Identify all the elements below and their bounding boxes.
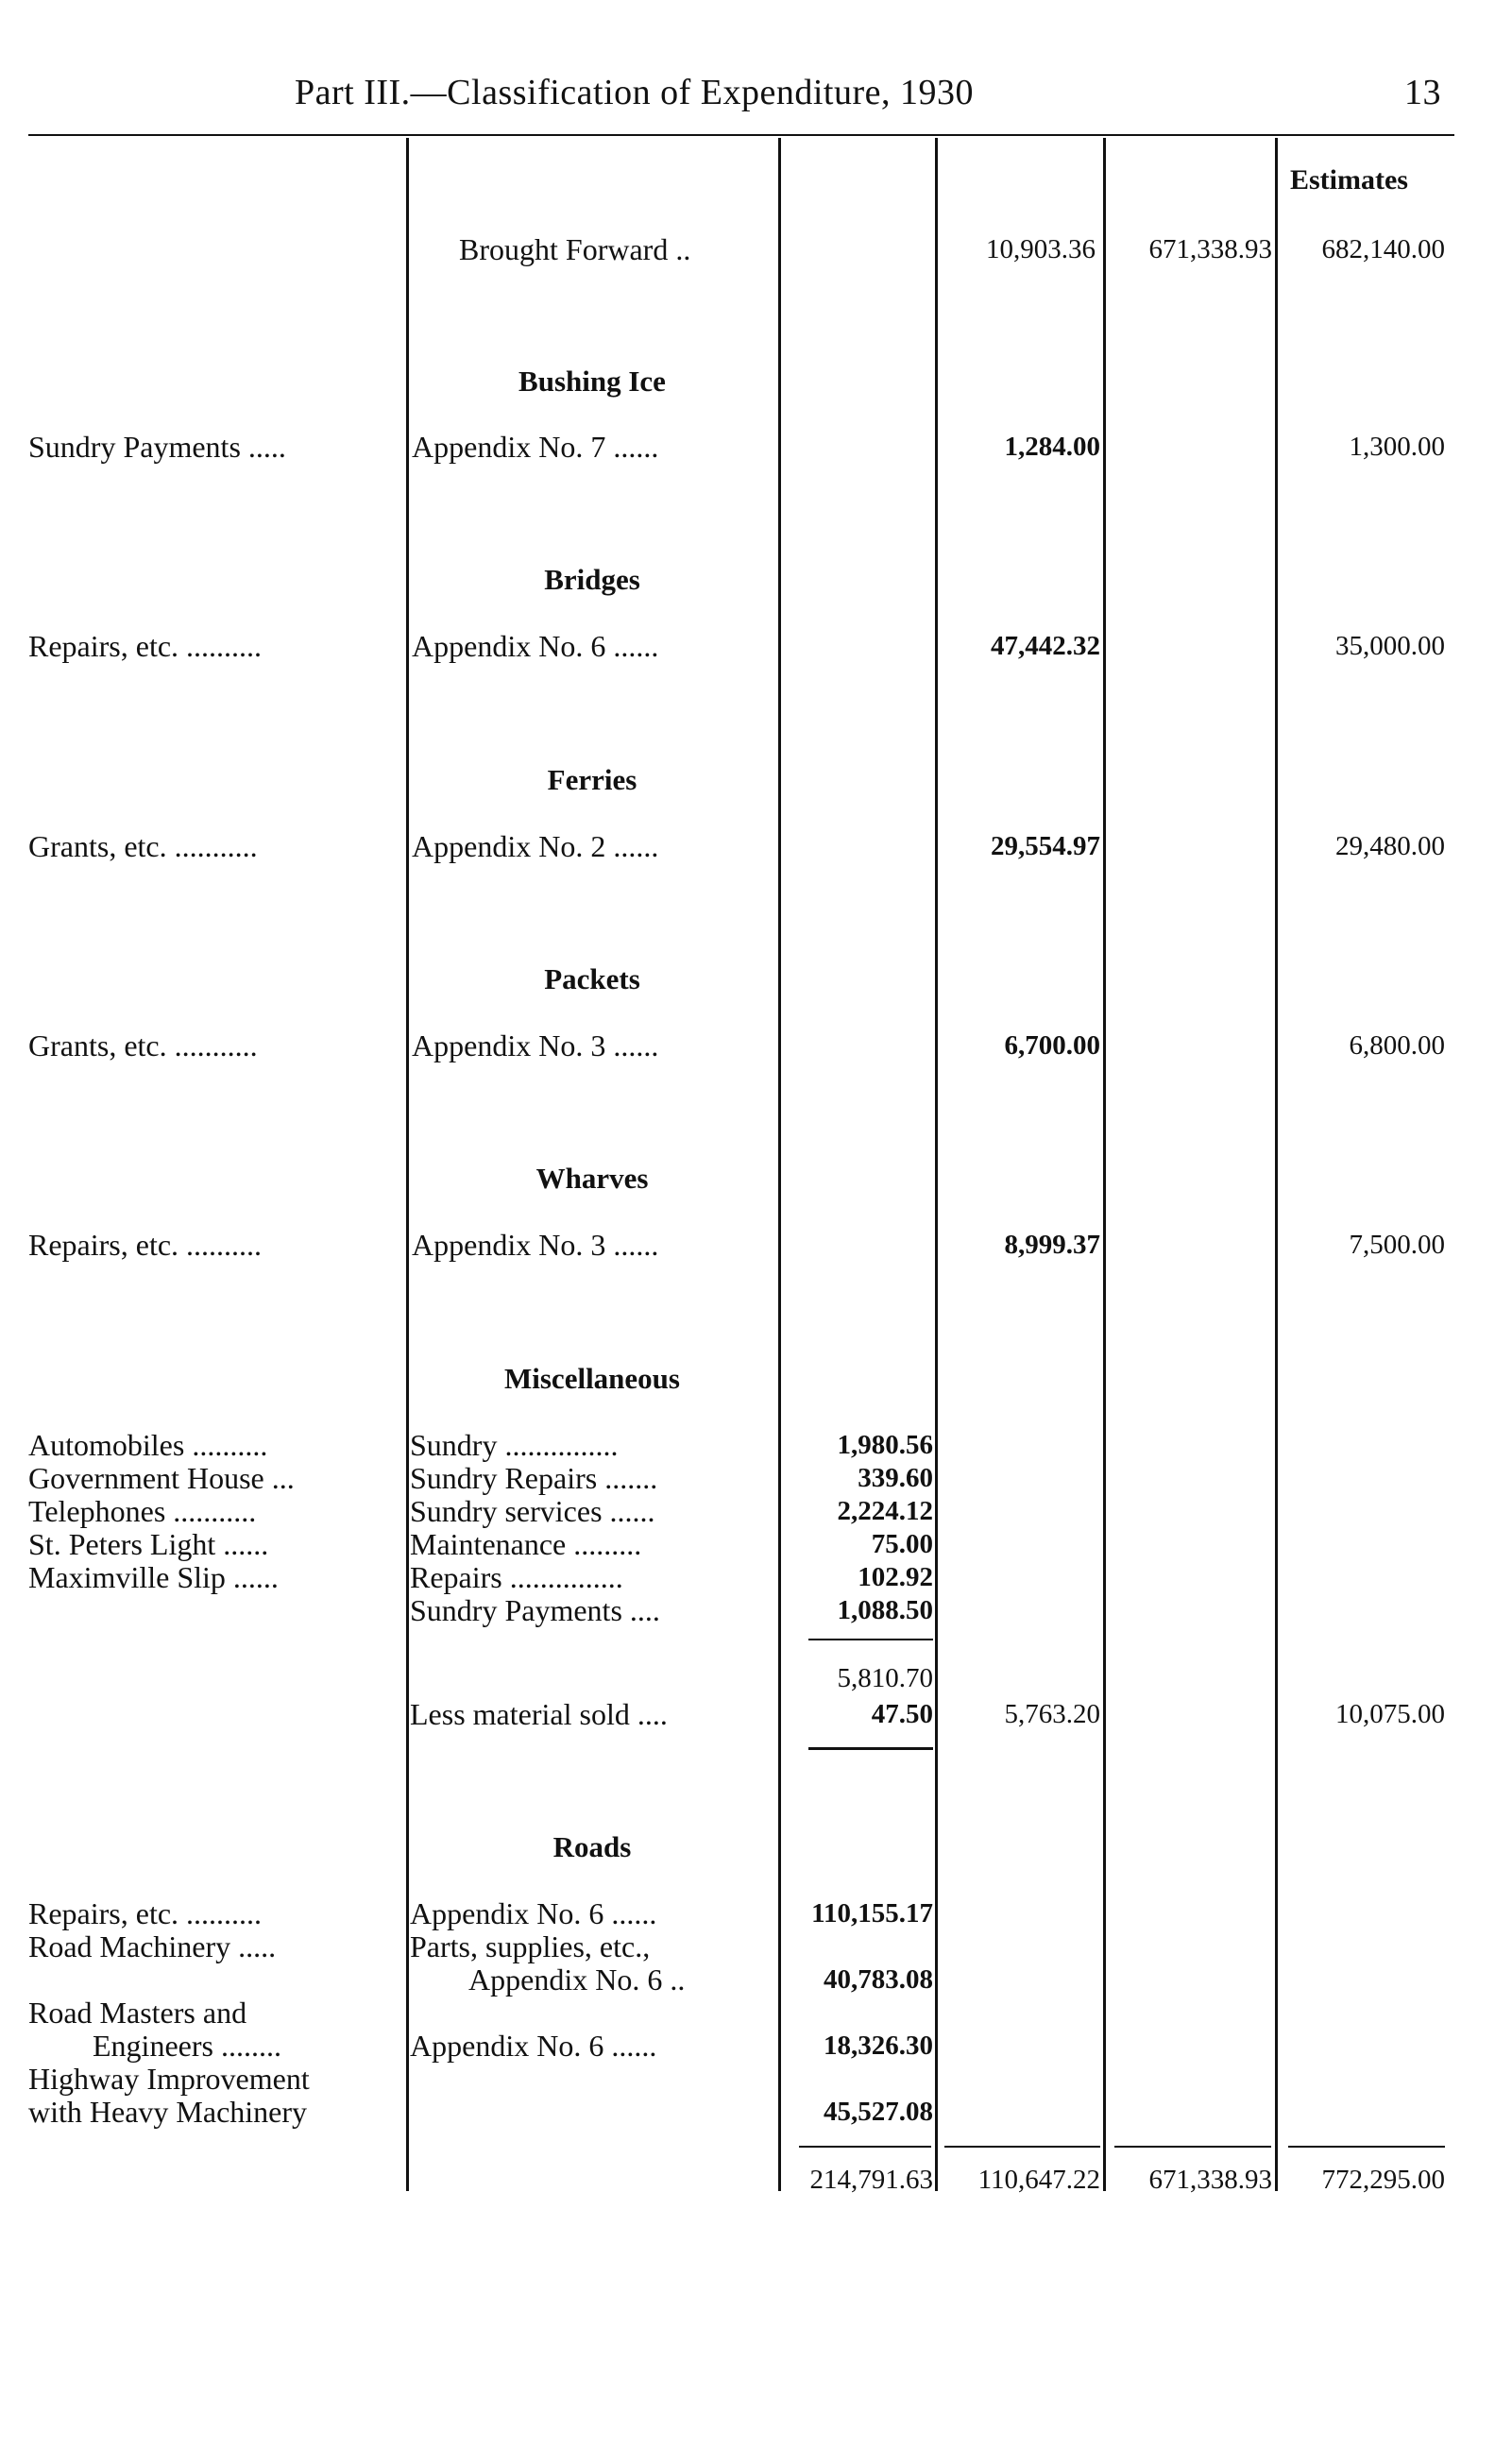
misc-row-col2: 1,088.50	[837, 1595, 933, 1625]
estimates-heading: Estimates	[1290, 164, 1408, 195]
page-title: Part III.—Classification of Expenditure, 1930	[295, 73, 975, 112]
roads-row-col2: 18,326.30	[824, 2031, 933, 2061]
packets-left: Grants, etc. ...........	[28, 1028, 258, 1062]
bridges-mid: Appendix No. 6 ......	[412, 629, 659, 663]
section-title-bushing-ice: Bushing Ice	[518, 365, 666, 398]
misc-row-left: St. Peters Light ......	[28, 1527, 269, 1561]
misc-row-col2: 75.00	[871, 1529, 933, 1559]
misc-row-mid: Sundry Payments ....	[410, 1593, 660, 1627]
misc-underline	[808, 1747, 933, 1750]
column-rule-5	[1275, 138, 1278, 2191]
misc-row-mid: Maintenance .........	[410, 1527, 642, 1561]
misc-row-col2: 102.92	[858, 1562, 933, 1592]
bridges-col3: 47,442.32	[991, 631, 1100, 661]
bushing-ice-col5: 1,300.00	[1349, 432, 1445, 462]
misc-row-left: Automobiles ..........	[28, 1428, 268, 1462]
roads-row-mid: Appendix No. 6 ......	[410, 1896, 657, 1930]
section-title-bridges: Bridges	[544, 563, 640, 596]
roads-row-left: Road Masters and	[28, 1996, 247, 2030]
misc-less-value: 47.50	[871, 1699, 933, 1729]
total-rule-col5	[1288, 2146, 1445, 2148]
section-title-miscellaneous: Miscellaneous	[504, 1362, 680, 1395]
bushing-ice-mid: Appendix No. 7 ......	[412, 430, 659, 464]
roads-row-mid: Appendix No. 6 ......	[410, 2029, 657, 2063]
bushing-ice-col3: 1,284.00	[1004, 432, 1100, 462]
misc-row-col2: 1,980.56	[837, 1430, 933, 1460]
bushing-ice-left: Sundry Payments .....	[28, 430, 286, 464]
packets-col5: 6,800.00	[1349, 1030, 1445, 1061]
packets-col3: 6,700.00	[1004, 1030, 1100, 1061]
total-rule-col2	[799, 2146, 931, 2148]
misc-row-col2: 2,224.12	[837, 1496, 933, 1526]
total-col3: 110,647.22	[977, 2165, 1100, 2195]
wharves-col3: 8,999.37	[1004, 1230, 1100, 1260]
section-title-ferries: Ferries	[547, 763, 637, 796]
page-number: 13	[1404, 73, 1441, 112]
misc-col3: 5,763.20	[1004, 1699, 1100, 1729]
roads-row-left: Road Machinery .....	[28, 1929, 277, 1963]
misc-col5: 10,075.00	[1335, 1699, 1445, 1729]
misc-subtotal-rule	[808, 1639, 933, 1640]
misc-row-mid: Repairs ...............	[410, 1560, 623, 1594]
total-col4: 671,338.93	[1148, 2165, 1272, 2195]
misc-row-mid: Sundry services ......	[410, 1494, 655, 1528]
ferries-left: Grants, etc. ...........	[28, 829, 258, 863]
section-title-wharves: Wharves	[535, 1162, 649, 1195]
brought-forward-col3: 10,903.36	[986, 234, 1096, 264]
packets-mid: Appendix No. 3 ......	[412, 1028, 659, 1062]
brought-forward-col5: 682,140.00	[1321, 234, 1445, 264]
wharves-left: Repairs, etc. ..........	[28, 1228, 263, 1262]
bridges-col5: 35,000.00	[1335, 631, 1445, 661]
header-rule	[28, 134, 1454, 136]
brought-forward-col4: 671,338.93	[1148, 234, 1272, 264]
section-title-roads: Roads	[552, 1830, 632, 1863]
misc-row-col2: 339.60	[858, 1463, 933, 1493]
total-col2: 214,791.63	[809, 2165, 933, 2195]
roads-row-col2: 40,783.08	[824, 1964, 933, 1995]
wharves-mid: Appendix No. 3 ......	[412, 1228, 659, 1262]
roads-row-left: with Heavy Machinery	[28, 2095, 308, 2129]
total-rule-col4	[1114, 2146, 1271, 2148]
misc-row-mid: Sundry Repairs .......	[410, 1461, 658, 1495]
roads-row-col2: 110,155.17	[811, 1898, 933, 1929]
misc-subtotal: 5,810.70	[837, 1663, 933, 1693]
section-title-packets: Packets	[544, 962, 640, 995]
column-rule-4	[1103, 138, 1106, 2191]
misc-less-label: Less material sold ....	[410, 1697, 668, 1731]
roads-row-left: Highway Improvement	[28, 2062, 310, 2096]
roads-row-mid: Parts, supplies, etc.,	[410, 1929, 651, 1963]
misc-row-mid: Sundry ...............	[410, 1428, 619, 1462]
roads-row-left: Engineers ........	[93, 2029, 281, 2063]
roads-row-col2: 45,527.08	[824, 2097, 933, 2127]
misc-row-left: Telephones ...........	[28, 1494, 257, 1528]
misc-row-left: Government House ...	[28, 1461, 295, 1495]
ferries-mid: Appendix No. 2 ......	[412, 829, 659, 863]
wharves-col5: 7,500.00	[1349, 1230, 1445, 1260]
brought-forward-label: Brought Forward ..	[459, 232, 691, 266]
ferries-col3: 29,554.97	[991, 831, 1100, 861]
total-rule-col3	[944, 2146, 1100, 2148]
ferries-col5: 29,480.00	[1335, 831, 1445, 861]
column-rule-3	[935, 138, 938, 2191]
bridges-left: Repairs, etc. ..........	[28, 629, 263, 663]
roads-row-left: Repairs, etc. ..........	[28, 1896, 263, 1930]
misc-row-left: Maximville Slip ......	[28, 1560, 279, 1594]
roads-row-mid: Appendix No. 6 ..	[468, 1963, 686, 1997]
total-col5: 772,295.00	[1321, 2165, 1445, 2195]
